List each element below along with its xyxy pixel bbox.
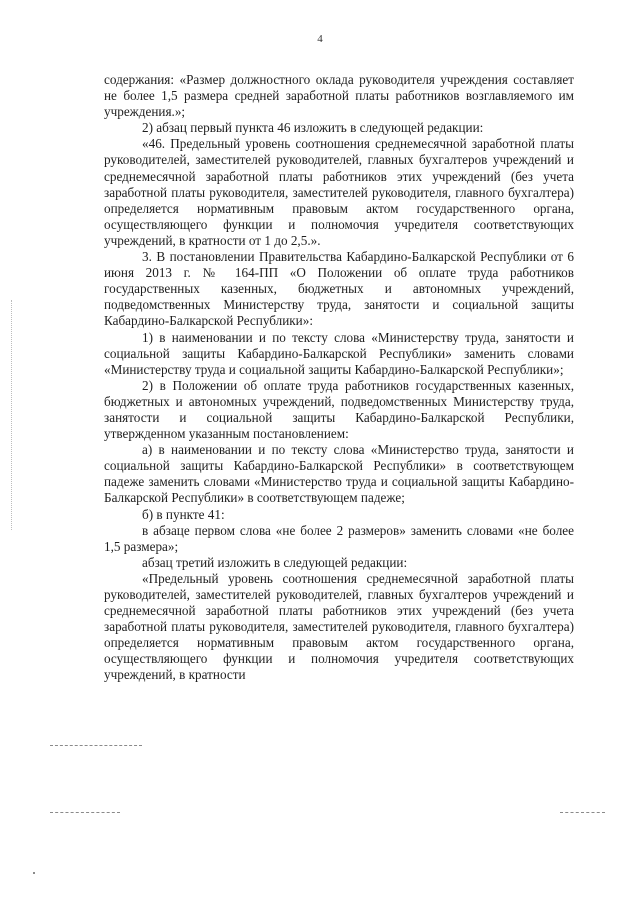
paragraph-item-b: б) в пункте 41:	[142, 506, 225, 522]
page-number: 4	[317, 33, 323, 45]
paragraph-item-2-regulation: 2) в Положении об оплате труда работников государственных казенных, бюджетных и автономных учреждений, подведомственных Министерству труда, занятости и социальной защиты Кабардино-Балкарской Республики, утвержденном указанным постановлением:	[104, 377, 574, 442]
paragraph-item-1: 1) в наименовании и по тексту слова «Министерству труда, занятости и социальной защиты Кабардино-Балкарской Республики» заменить словами «Министерству труда и социальной защиты Кабардино-Балкарской Республики»;	[104, 329, 574, 377]
paragraph-quote-level: «Предельный уровень соотношения среднемесячной заработной платы руководителей, заместителей руководителей, главных бухгалтеров учреждений и среднемесячной заработной платы работников этих учреждений (без учета заработной платы руководителя, заместителей руководителя, главного бухгалтера) определяется нормативным правовым актом государственного органа, осуществляющего функции и полномочия учредителя соответствующих учреждений, в кратности	[104, 570, 574, 683]
paragraph-first-abzac: в абзаце первом слова «не более 2 размеров» заменить словами «не более 1,5 размера»;	[104, 522, 574, 554]
paragraph-item-2: 2) абзац первый пункта 46 изложить в следующей редакции:	[142, 120, 484, 136]
paragraph-continuation: содержания: «Размер должностного оклада руководителя учреждения составляет не более 1,5 размера средней заработной платы работников возглавляемого им учреждения.»;	[104, 72, 574, 120]
paragraph-section-3: 3. В постановлении Правительства Кабардино-Балкарской Республики от 6 июня 2013 г. № 164-ПП «О Положении об оплате труда работников государственных казенных, бюджетных и автономных учреждений, подведомственных Министерству труда, занятости и социальной защиты Кабардино-Балкарской Республики»:	[104, 249, 574, 329]
paragraph-third-abzac: абзац третий изложить в следующей редакции:	[142, 554, 408, 570]
scan-dot-artifact	[33, 872, 35, 874]
scan-margin-artifact	[11, 300, 12, 530]
scan-line-artifact	[50, 812, 120, 813]
scan-line-artifact	[560, 812, 605, 813]
paragraph-item-a: а) в наименовании и по тексту слова «Министерство труда, занятости и социальной защиты Кабардино-Балкарской Республики» в соответствующем падеже заменить словами «Министерство труда и социальной защиты Кабардино-Балкарской Республики» в соответствующем падеже;	[104, 442, 574, 506]
paragraph-quote-46: «46. Предельный уровень соотношения среднемесячной заработной платы руководителей, заместителей руководителей, главных бухгалтеров учреждений и среднемесячной заработной платы работников этих учреждений (без учета заработной платы руководителя, заместителей руководителя, главного бухгалтера) определяется нормативным правовым актом государственного органа, осуществляющего функции и полномочия учредителя соответствующих учреждений, в кратности от 1 до 2,5.».	[104, 136, 574, 248]
scan-line-artifact	[50, 745, 142, 746]
document-body	[104, 72, 574, 684]
